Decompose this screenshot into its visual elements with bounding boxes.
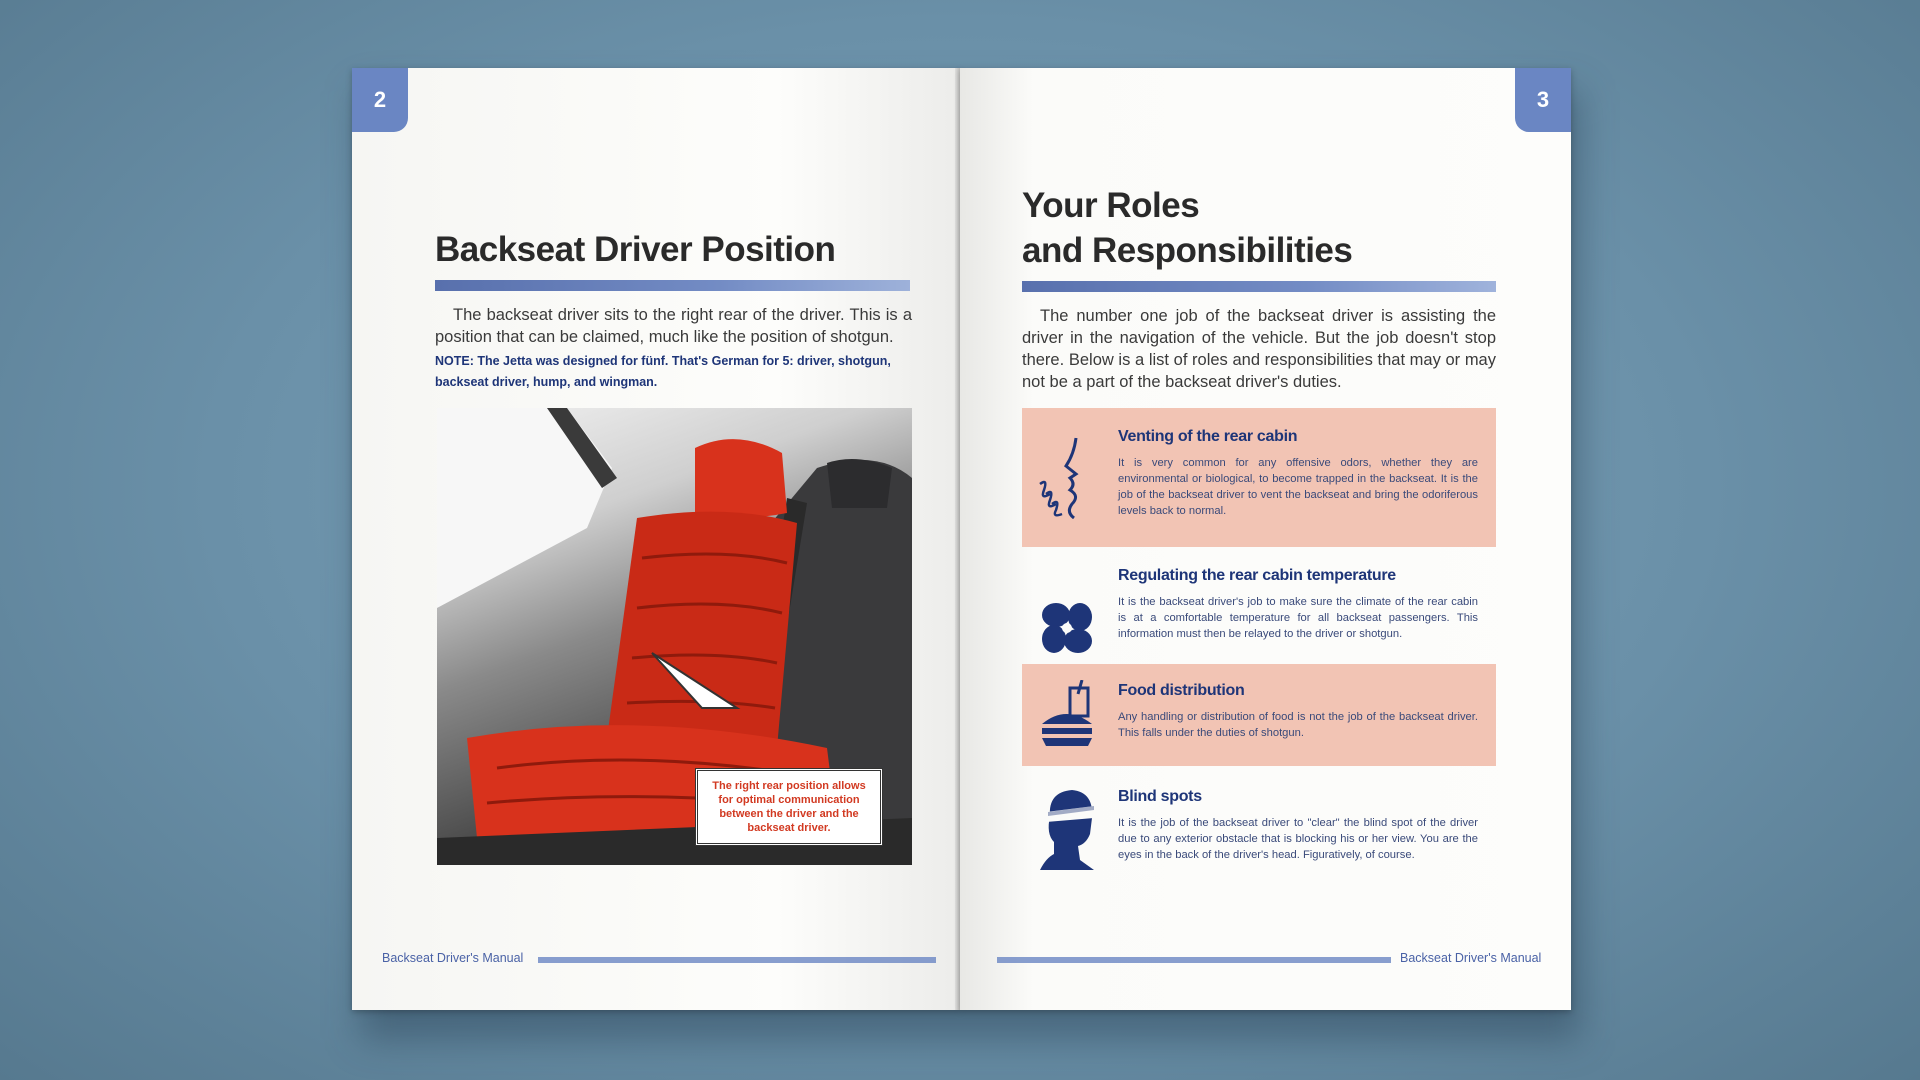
role-title-temperature: Regulating the rear cabin temperature bbox=[1118, 567, 1396, 584]
right-page-title-line2: and Responsibilities bbox=[1022, 231, 1353, 270]
burger-drink-icon bbox=[1036, 680, 1098, 750]
left-footer-rule bbox=[538, 957, 936, 963]
right-intro-text: The number one job of the backseat driver is assisting the driver in the navigation of the vehicle. But the job doesn't stop there. Below is a list of roles and responsibilities that may or may not be a part of the backseat driver's duties. bbox=[1022, 307, 1496, 391]
blindfold-head-icon bbox=[1036, 788, 1098, 870]
role-desc-temperature: It is the backseat driver's job to make sure the climate of the rear cabin is at a comfortable temperature for all backseat passengers. This information must then be relayed to the driver or shotgun. bbox=[1118, 596, 1478, 640]
right-title-rule bbox=[1022, 281, 1496, 292]
right-footer-text: Backseat Driver's Manual bbox=[1400, 951, 1542, 965]
role-venting bbox=[1022, 408, 1496, 547]
role-desc-blind-spots: It is the job of the backseat driver to "clear" the blind spot of the driver due to any exterior obstacle that is blocking his or her view. You are the eyes in the back of the driver's head. Figuratively, of course. bbox=[1118, 817, 1478, 861]
role-title-venting: Venting of the rear cabin bbox=[1118, 428, 1298, 445]
role-food bbox=[1022, 664, 1496, 766]
fan-icon bbox=[1036, 597, 1098, 659]
right-footer-rule bbox=[997, 957, 1391, 963]
page-number-tab-left: 2 bbox=[352, 68, 408, 132]
role-blind-spots bbox=[1022, 766, 1496, 896]
left-note-text: NOTE: The Jetta was designed for fünf. That's German for 5: driver, shotgun, backseat driver, hump, and wingman. bbox=[435, 354, 891, 389]
right-page-title-line1: Your Roles bbox=[1022, 186, 1200, 225]
left-page bbox=[352, 68, 960, 1010]
backseat-photo bbox=[437, 408, 912, 865]
role-desc-food: Any handling or distribution of food is not the job of the backseat driver. This falls under the duties of shotgun. bbox=[1118, 711, 1478, 739]
role-title-blind-spots: Blind spots bbox=[1118, 788, 1202, 805]
left-footer-text: Backseat Driver's Manual bbox=[382, 951, 524, 965]
left-title-rule bbox=[435, 280, 910, 291]
role-desc-venting: It is very common for any offensive odors, whether they are environmental or biological, to become trapped in the backseat. It is the job of the backseat driver to vent the backseat and bring the odoriferous levels back to normal. bbox=[1118, 457, 1478, 517]
left-page-title: Backseat Driver Position bbox=[435, 230, 836, 269]
right-page bbox=[960, 68, 1571, 1010]
seat-callout: The right rear position allows for optimal communication between the driver and the backseat driver. bbox=[695, 768, 883, 846]
role-title-food: Food distribution bbox=[1118, 682, 1245, 699]
left-intro-text: The backseat driver sits to the right rear of the driver. This is a position that can be claimed, much like the position of shotgun. bbox=[435, 306, 912, 346]
nose-vent-icon bbox=[1036, 434, 1106, 519]
page-number-tab-right: 3 bbox=[1515, 68, 1571, 132]
